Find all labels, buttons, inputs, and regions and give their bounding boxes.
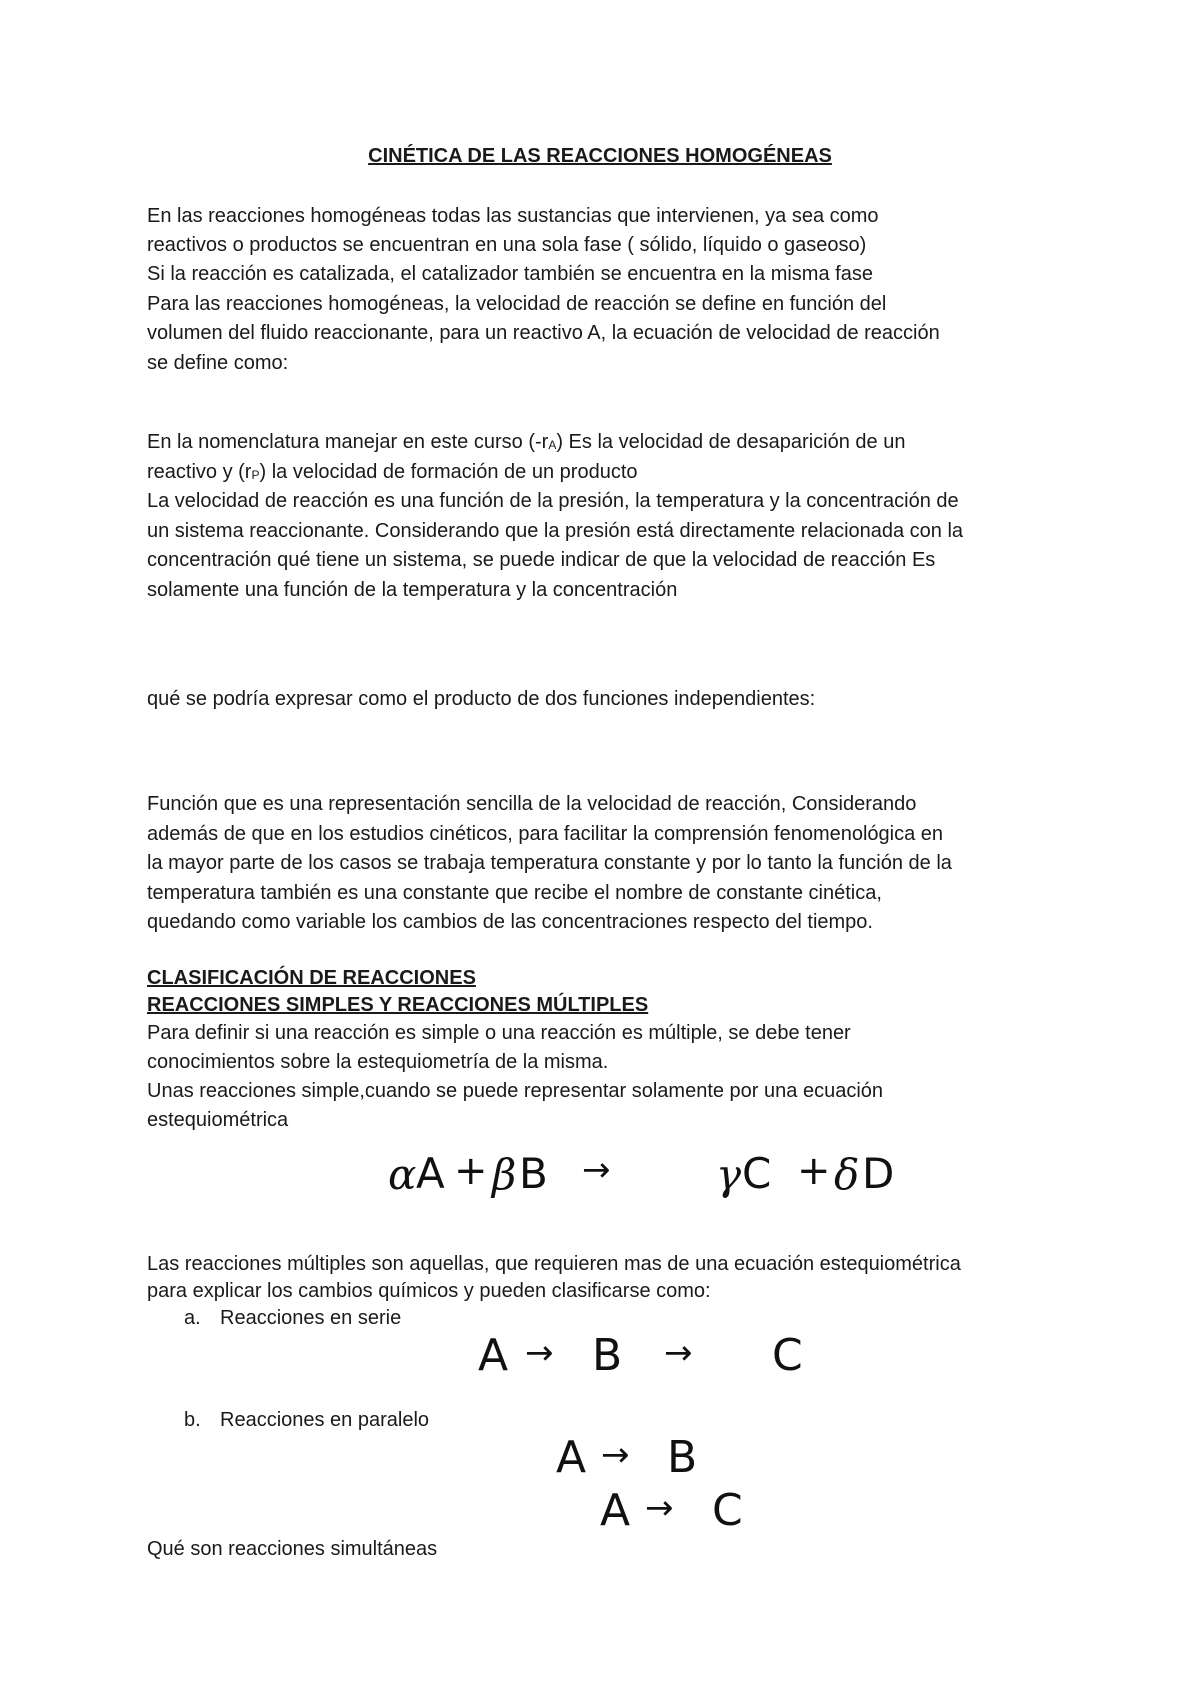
text-line: se define como: xyxy=(147,352,289,374)
text-line: estequiométrica xyxy=(147,1109,289,1131)
text-line: solamente una función de la temperatura y la concentración xyxy=(147,579,678,601)
symbol-C: C xyxy=(772,1330,803,1381)
symbol-A: A xyxy=(478,1330,509,1381)
text-run: reactivo y (r xyxy=(147,461,252,483)
symbol-alpha: α xyxy=(388,1150,417,1199)
text-line: Si la reacción es catalizada, el catalizador también se encuentra en la misma fase xyxy=(147,263,873,285)
symbol-A: A xyxy=(416,1149,445,1198)
symbol-C: C xyxy=(712,1485,743,1536)
text-line: concentración qué tiene un sistema, se puede indicar de que la velocidad de reacción Es xyxy=(147,549,936,571)
text-run: ) Es la velocidad de desaparición de un xyxy=(556,431,906,453)
subscript: A xyxy=(548,438,557,452)
text-line: un sistema reaccionante. Considerando que la presión está directamente relacionada con la xyxy=(147,520,964,542)
text-run: ) la velocidad de formación de un producto xyxy=(259,461,638,483)
text-line: La velocidad de reacción es una función de la presión, la temperatura y la concentración de xyxy=(147,490,959,512)
list-marker: b. xyxy=(184,1409,201,1431)
arrow-icon: → xyxy=(601,1435,630,1475)
arrow-icon: → xyxy=(582,1150,611,1190)
subscript: P xyxy=(251,468,260,482)
text-line: Función que es una representación sencilla de la velocidad de reacción, Considerando xyxy=(147,793,917,815)
section-heading-classification: CLASIFICACIÓN DE REACCIONES xyxy=(147,967,476,989)
symbol-C: C xyxy=(742,1149,772,1198)
symbol-delta: δ xyxy=(834,1150,860,1199)
text-line: Las reacciones múltiples son aquellas, que requieren mas de una ecuación estequiométrica xyxy=(147,1253,961,1275)
symbol-B: B xyxy=(592,1330,623,1381)
arrow-icon: → xyxy=(664,1333,693,1373)
text-line: conocimientos sobre la estequiometría de la misma. xyxy=(147,1051,609,1073)
text-line: además de que en los estudios cinéticos, para facilitar la comprensión fenomenológica en xyxy=(147,823,944,845)
text-run: En la nomenclatura manejar en este curso (-r xyxy=(147,431,549,453)
text-line: temperatura también es una constante que recibe el nombre de constante cinética, xyxy=(147,882,882,904)
list-item-label: Reacciones en paralelo xyxy=(220,1409,430,1431)
text-line xyxy=(147,458,638,491)
paragraph-product-functions: qué se podría expresar como el producto de dos funciones independientes: xyxy=(147,688,816,710)
text-line xyxy=(147,428,905,461)
text-line: reactivos o productos se encuentran en una sola fase ( sólido, líquido o gaseoso) xyxy=(147,234,867,256)
arrow-icon: → xyxy=(525,1333,554,1373)
document-title: CINÉTICA DE LAS REACCIONES HOMOGÉNEAS xyxy=(368,145,832,167)
list-marker: a. xyxy=(184,1307,201,1329)
symbol-A: A xyxy=(556,1432,587,1483)
list-item-label: Reacciones en serie xyxy=(220,1307,402,1329)
section-heading-simple-multiple: REACCIONES SIMPLES Y REACCIONES MÚLTIPLES xyxy=(147,994,649,1016)
text-line: Para definir si una reacción es simple o una reacción es múltiple, se debe tener xyxy=(147,1022,851,1044)
symbol-B: B xyxy=(519,1149,548,1198)
symbol-D: D xyxy=(862,1149,895,1198)
symbol-B: B xyxy=(667,1432,698,1483)
text-line: para explicar los cambios químicos y pueden clasificarse como: xyxy=(147,1280,711,1302)
text-line: Unas reacciones simple,cuando se puede representar solamente por una ecuación xyxy=(147,1080,884,1102)
text-line: volumen del fluido reaccionante, para un reactivo A, la ecuación de velocidad de reacción xyxy=(147,322,940,344)
paragraph-simultaneous-reactions: Qué son reacciones simultáneas xyxy=(147,1538,438,1560)
symbol-plus: + xyxy=(797,1148,831,1194)
symbol-plus: + xyxy=(454,1148,488,1194)
text-line: Para las reacciones homogéneas, la velocidad de reacción se define en función del xyxy=(147,293,887,315)
text-line: En las reacciones homogéneas todas las sustancias que intervienen, ya sea como xyxy=(147,205,879,227)
text-line: la mayor parte de los casos se trabaja temperatura constante y por lo tanto la función de la xyxy=(147,852,952,874)
symbol-A: A xyxy=(600,1485,631,1536)
symbol-gamma: γ xyxy=(716,1150,742,1199)
arrow-icon: → xyxy=(645,1488,674,1528)
text-line: quedando como variable los cambios de las concentraciones respecto del tiempo. xyxy=(147,911,873,933)
symbol-beta: β xyxy=(492,1150,517,1199)
